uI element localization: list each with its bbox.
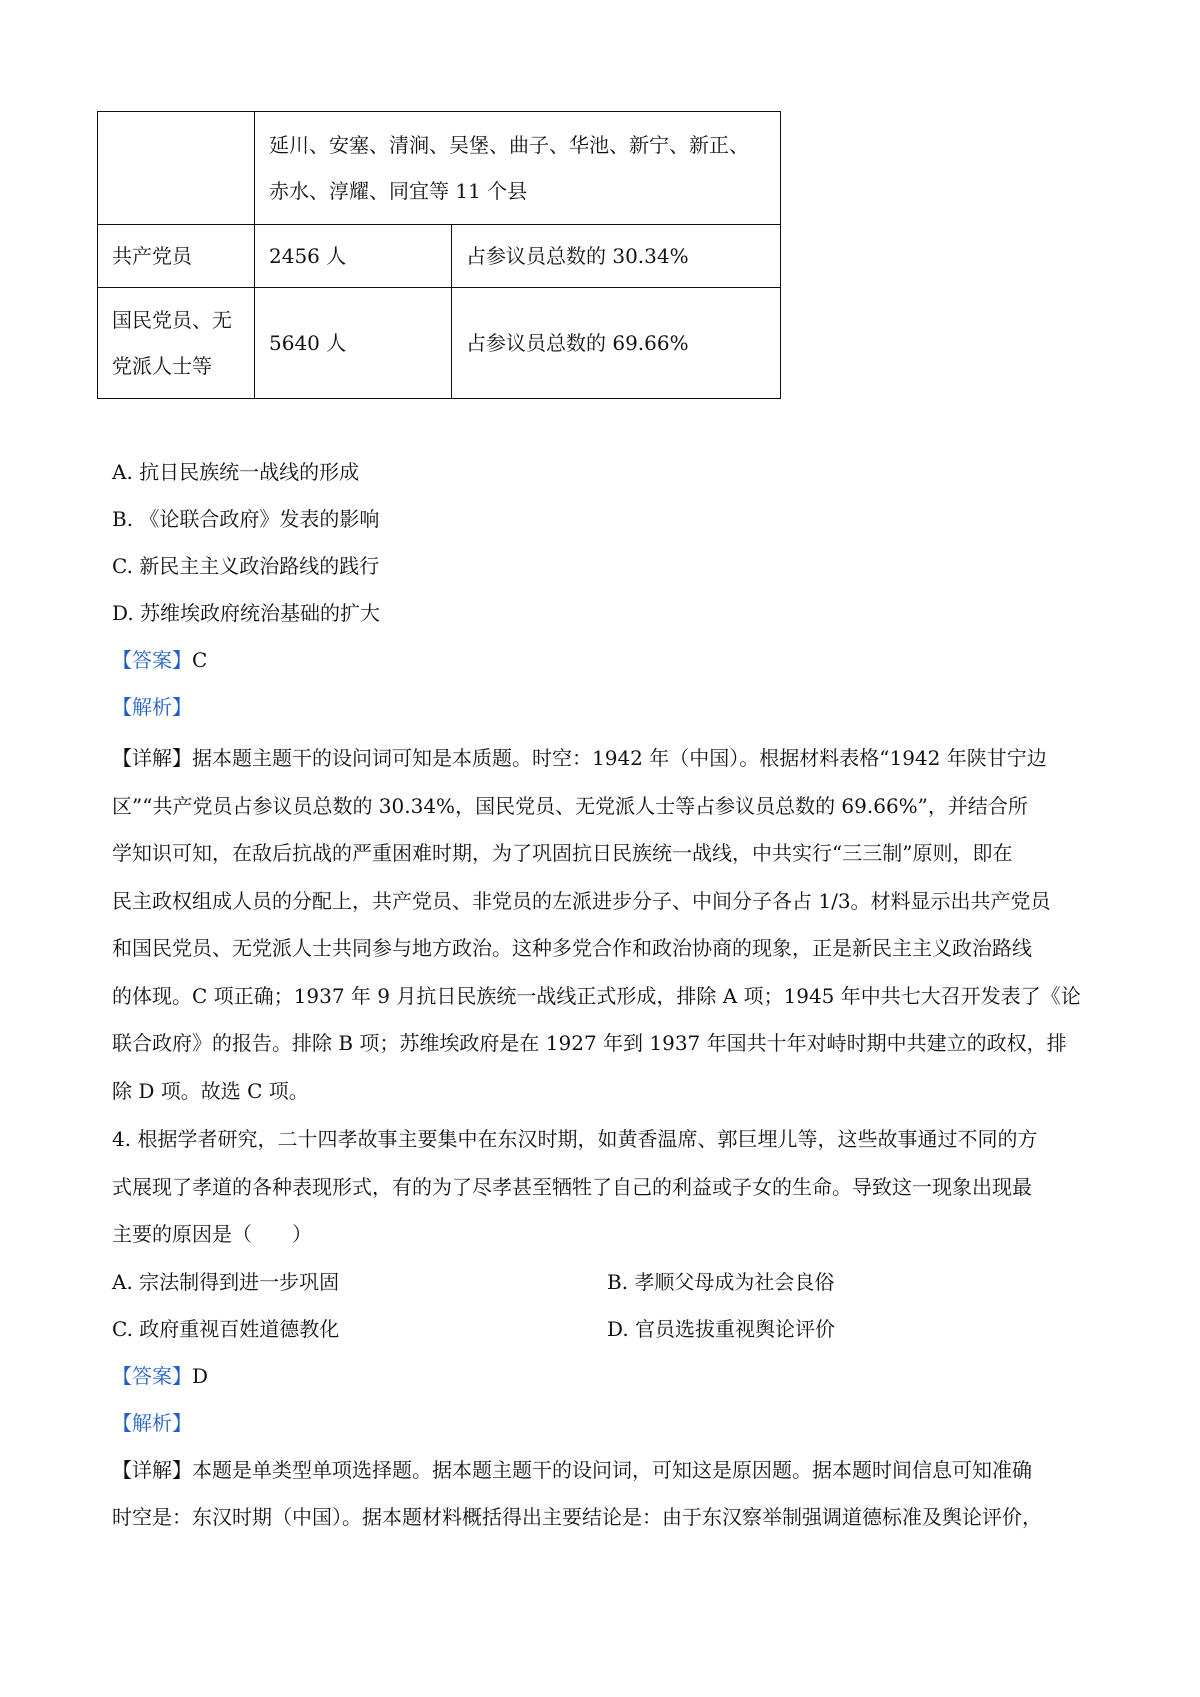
table-cell-counties xyxy=(255,112,781,225)
option-c: C. 政府重视百姓道德教化 xyxy=(112,1316,340,1341)
table-cell-share: 占参议员总数的 69.66% xyxy=(452,288,781,399)
q3-detail xyxy=(112,735,1102,1115)
detail-tag: 【详解】 xyxy=(112,746,192,770)
label-line: 国民党员、无 xyxy=(112,308,232,332)
table-cell-count: 2456 人 xyxy=(255,225,452,288)
q4-stem-line: 4. 根据学者研究，二十四孝故事主要集中在东汉时期，如黄香温席、郭巨埋儿等，这些故事通过不同的方 xyxy=(112,1127,1038,1151)
detail-line: 的体现。C 项正确；1937 年 9 月抗日民族统一战线正式形成，排除 A 项；1945 年中共七大召开发表了《论 xyxy=(112,983,1081,1008)
table-row xyxy=(98,288,781,399)
table-cell-label: 共产党员 xyxy=(98,225,255,288)
detail-line: 联合政府》的报告。排除 B 项；苏维埃政府是在 1927 年到 1937 年国共十年对峙时期中共建立的政权，排 xyxy=(112,1031,1067,1055)
q3-answer xyxy=(112,637,1102,684)
q4-stem-line: 式展现了孝道的各种表现形式，有的为了尽孝甚至牺牲了自己的利益或子女的生命。导致这一现象出现最 xyxy=(112,1174,1032,1199)
option-a: A. 抗日民族统一战线的形成 xyxy=(112,460,360,484)
q4-options-row xyxy=(112,1306,1102,1353)
detail-line: 时空是：东汉时期（中国）。据本题材料概括得出主要结论是：由于东汉察举制强调道德标准及舆论评价， xyxy=(112,1505,1042,1529)
detail-tag: 【详解】 xyxy=(112,1457,192,1482)
q4-stem-line: 主要的原因是（ ） xyxy=(112,1222,312,1246)
table-cell-empty xyxy=(98,112,255,225)
detail-line: 和国民党员、无党派人士共同参与地方政治。这种多党合作和政治协商的现象，正是新民主主义政治路线 xyxy=(112,936,1032,960)
counties-line: 赤水、淳耀、同宜等 11 个县 xyxy=(269,179,528,203)
table-cell-label xyxy=(98,288,255,399)
detail-line: 【详解】据本题主题干的设问词可知是本质题。时空：1942 年（中国）。根据材料表格“1942 年陕甘宁边 xyxy=(112,746,1047,770)
q3-options xyxy=(112,449,1102,731)
council-table xyxy=(97,111,781,399)
answer-value: D xyxy=(192,1363,209,1388)
label-line: 党派人士等 xyxy=(112,354,212,378)
q4-answer xyxy=(112,1353,1102,1400)
q4-analysis-heading xyxy=(112,1400,1102,1447)
q4-options-row xyxy=(112,1259,1102,1306)
q3-analysis-heading xyxy=(112,684,1102,731)
table-row xyxy=(98,112,781,225)
table-cell-count: 5640 人 xyxy=(255,288,452,399)
answer-tag: 【答案】 xyxy=(112,648,192,672)
table-row xyxy=(98,225,781,288)
detail-line: 学知识可知，在敌后抗战的严重困难时期，为了巩固抗日民族统一战线，中共实行“三三制”原则，即在 xyxy=(112,841,1013,865)
q4 xyxy=(112,1116,1102,1542)
answer-value: C xyxy=(192,648,208,672)
option-d: D. 苏维埃政府统治基础的扩大 xyxy=(112,601,381,625)
detail-line: 【详解】本题是单类型单项选择题。据本题主题干的设问词，可知这是原因题。据本题时间信息可知准确 xyxy=(112,1457,1032,1482)
detail-line: 除 D 项。故选 C 项。 xyxy=(112,1078,309,1103)
detail-line: 区”“共产党员占参议员总数的 30.34%，国民党员、无党派人士等占参议员总数的 69.66%”，并结合所 xyxy=(112,793,1028,818)
table-cell-share: 占参议员总数的 30.34% xyxy=(452,225,781,288)
counties-line: 延川、安塞、清涧、吴堡、曲子、华池、新宁、新正、 xyxy=(269,133,749,157)
option-d: D. 官员选拔重视舆论评价 xyxy=(607,1316,836,1341)
option-b: B. 孝顺父母成为社会良俗 xyxy=(607,1269,835,1294)
option-a: A. 宗法制得到进一步巩固 xyxy=(112,1269,340,1294)
answer-tag: 【答案】 xyxy=(112,1363,192,1388)
option-b: B. 《论联合政府》发表的影响 xyxy=(112,507,380,531)
option-c: C. 新民主主义政治路线的践行 xyxy=(112,554,380,578)
analysis-tag: 【解析】 xyxy=(112,695,192,719)
detail-line: 民主政权组成人员的分配上，共产党员、非党员的左派进步分子、中间分子各占 1/3。材料显示出共产党员 xyxy=(112,888,1051,913)
analysis-tag: 【解析】 xyxy=(112,1410,192,1435)
